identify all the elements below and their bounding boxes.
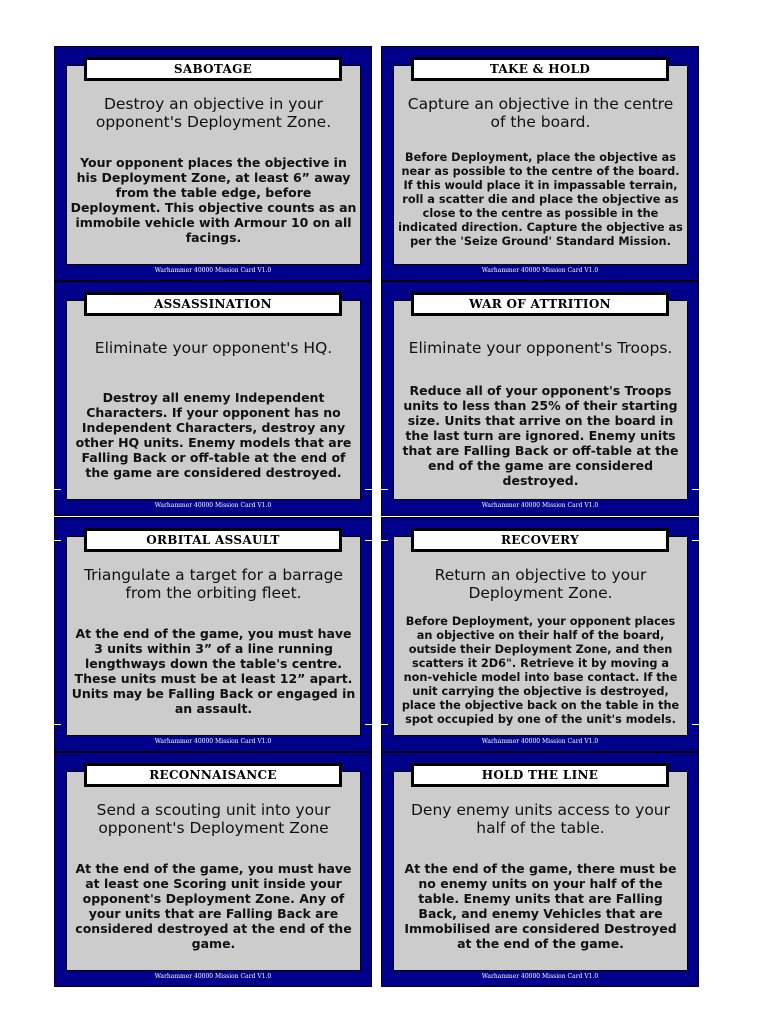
card-footer: Warhammer 40000 Mission Card V1.0 — [481, 738, 599, 745]
cut-mark — [365, 540, 372, 541]
card-title: ASSASSINATION — [87, 295, 339, 313]
card-rules: Before Deployment, your opponent places an objective on their half of the board, outside their Deployment Zone, and then scatters it 2D6". Retrieve it by moving a non-vehicle model into base contact. If the unit carrying the objective is destroyed, place the objective back on the table in the spot occupied by one of the unit's models. — [401, 615, 680, 726]
card-title: SABOTAGE — [87, 60, 339, 78]
card-title: TAKE & HOLD — [414, 60, 666, 78]
card-footer: Warhammer 40000 Mission Card V1.0 — [481, 502, 599, 509]
card-objective: Return an objective to your Deployment Zone. — [434, 566, 647, 602]
card-footer: Warhammer 40000 Mission Card V1.0 — [154, 502, 272, 509]
mission-card-reconnaisance — [54, 752, 372, 987]
cut-mark — [54, 489, 61, 490]
mission-card-hold-the-line — [381, 752, 699, 987]
card-title-banner — [84, 528, 342, 552]
card-body — [66, 771, 361, 971]
mission-card-assassination — [54, 281, 372, 516]
card-objective: Deny enemy units access to your half of the table. — [410, 801, 671, 837]
card-objective: Destroy an objective in your opponent's Deployment Zone. — [95, 95, 332, 131]
mission-card-take-and-hold — [381, 46, 699, 281]
card-body — [393, 300, 688, 500]
mission-card-recovery — [381, 517, 699, 752]
card-body — [66, 300, 361, 500]
card-objective: Triangulate a target for a barrage from the orbiting fleet. — [83, 566, 344, 602]
card-footer: Warhammer 40000 Mission Card V1.0 — [154, 738, 272, 745]
mission-card-sabotage — [54, 46, 372, 281]
cut-mark — [381, 489, 388, 490]
mission-card-war-of-attrition — [381, 281, 699, 516]
card-body — [66, 65, 361, 265]
card-body — [393, 771, 688, 971]
card-objective: Send a scouting unit into your opponent's Deployment Zone — [96, 801, 331, 837]
cut-mark — [692, 540, 699, 541]
card-title-banner — [84, 763, 342, 787]
card-rules: At the end of the game, you must have 3 units within 3” of a line running lengthways down the table's centre. These units must be at least 12” apart. Units may be Falling Back or engaged in an assault. — [71, 626, 356, 716]
card-rules: At the end of the game, you must have at least one Scoring unit inside your opponent's Deployment Zone. Any of your units that are Falling Back are considered destroyed at the end of the game. — [75, 861, 352, 951]
card-title: RECOVERY — [414, 531, 666, 549]
card-objective: Eliminate your opponent's Troops. — [408, 339, 673, 357]
card-rules: Reduce all of your opponent's Troops units to less than 25% of their starting size. Units that arrive on the board in the last turn are ignored. Enemy units that are Falling Back or off-table at the end of the game are considered destroyed. — [402, 382, 679, 488]
card-title: ORBITAL ASSAULT — [87, 531, 339, 549]
card-title-banner — [411, 57, 669, 81]
card-footer: Warhammer 40000 Mission Card V1.0 — [481, 973, 599, 980]
card-footer: Warhammer 40000 Mission Card V1.0 — [154, 973, 272, 980]
card-objective: Capture an objective in the centre of the board. — [407, 95, 674, 131]
card-title-banner — [84, 292, 342, 316]
card-rules: Destroy all enemy Independent Characters. If your opponent has no Independent Characters, destroy any other HQ units. Enemy models that are Falling Back or off-table at the end of the game are considered destroyed. — [75, 390, 352, 480]
cut-mark — [54, 540, 61, 541]
card-title: HOLD THE LINE — [414, 766, 666, 784]
cut-mark — [692, 724, 699, 725]
cut-mark — [692, 489, 699, 490]
card-rules: Before Deployment, place the objective as near as possible to the centre of the board. If this would place it in impassable terrain, roll a scatter die and place the objective as close to the centre as possible in the indicated direction. Capture the objective as per the 'Seize Ground' Standard Mission. — [398, 151, 683, 248]
card-rules: Your opponent places the objective in his Deployment Zone, at least 6” away from the table edge, before Deployment. This objective counts as an immobile vehicle with Armour 10 on all facings. — [70, 155, 357, 245]
card-rules: At the end of the game, there must be no enemy units on your half of the table. Enemy units that are Falling Back, and enemy Vehicles that are Immobilised are considered Destroyed at the end of the game. — [404, 861, 677, 951]
card-footer: Warhammer 40000 Mission Card V1.0 — [481, 267, 599, 274]
card-body — [66, 536, 361, 736]
card-body — [393, 536, 688, 736]
card-title: RECONNAISANCE — [87, 766, 339, 784]
cut-mark — [381, 540, 388, 541]
cut-mark — [365, 489, 372, 490]
card-objective: Eliminate your opponent's HQ. — [94, 339, 333, 357]
card-title-banner — [84, 57, 342, 81]
card-footer: Warhammer 40000 Mission Card V1.0 — [154, 267, 272, 274]
card-body — [393, 65, 688, 265]
card-title-banner — [411, 763, 669, 787]
card-title: WAR OF ATTRITION — [414, 295, 666, 313]
mission-card-orbital-assault — [54, 517, 372, 752]
card-title-banner — [411, 528, 669, 552]
cut-mark — [365, 724, 372, 725]
card-title-banner — [411, 292, 669, 316]
cut-mark — [54, 724, 61, 725]
cut-mark — [381, 724, 388, 725]
